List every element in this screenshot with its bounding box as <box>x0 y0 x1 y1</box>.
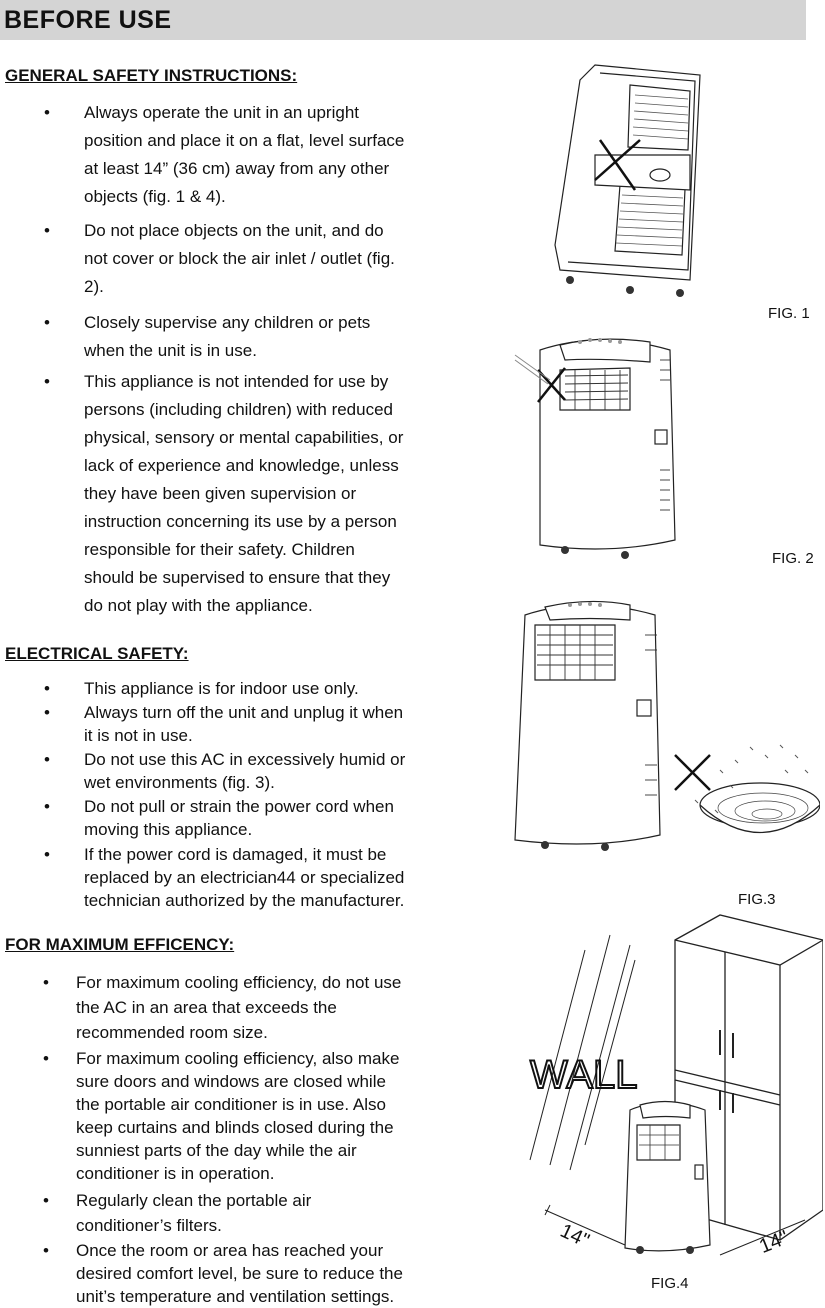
text-line: should be supervised to ensure that they <box>84 568 391 587</box>
electrical-bullet-3 <box>44 748 406 794</box>
general-bullet-2 <box>44 217 395 301</box>
fig3-humid-environment-illustration <box>505 595 820 860</box>
bullet-dot: • <box>44 313 50 332</box>
text-line: the portable air conditioner is in use. Also <box>76 1095 386 1114</box>
text-line: Do not pull or strain the power cord when <box>84 797 394 816</box>
wall-label: WALL <box>530 1053 638 1097</box>
text-line: Regularly clean the portable air <box>76 1191 312 1210</box>
text-line: Once the room or area has reached your <box>76 1241 384 1260</box>
fig4-label: FIG.4 <box>651 1275 689 1292</box>
general-bullet-3 <box>44 309 371 365</box>
fig2-blocked-outlet-illustration <box>510 330 690 560</box>
text-line: the AC in an area that exceeds the <box>76 998 337 1017</box>
text-line: keep curtains and blinds closed during the <box>76 1118 394 1137</box>
text-line: do not play with the appliance. <box>84 596 313 615</box>
text-line: at least 14” (36 cm) away from any other <box>84 159 390 178</box>
text-line: persons (including children) with reduced <box>84 400 393 419</box>
text-line: This appliance is not intended for use by <box>84 372 389 391</box>
text-line: physical, sensory or mental capabilities, or <box>84 428 404 447</box>
bullet-dot: • <box>43 1049 49 1068</box>
text-line: when the unit is in use. <box>84 341 257 360</box>
fig4-clearance-illustration <box>525 910 823 1265</box>
text-line: Closely supervise any children or pets <box>84 313 371 332</box>
bullet-dot: • <box>44 797 50 816</box>
text-line: technician authorized by the manufacturer. <box>84 891 405 910</box>
efficiency-bullet-3 <box>43 1188 312 1238</box>
text-line: responsible for their safety. Children <box>84 540 355 559</box>
dimension-left-label: 14" <box>556 1219 593 1253</box>
text-line: replaced by an electrician44 or specialized <box>84 868 405 887</box>
text-line: Always operate the unit in an upright <box>84 103 360 122</box>
text-line: Do not place objects on the unit, and do <box>84 221 384 240</box>
bullet-dot: • <box>44 703 50 722</box>
electrical-bullet-1 <box>44 677 359 700</box>
text-line: position and place it on a flat, level surface <box>84 131 405 150</box>
text-line: conditioner is in operation. <box>76 1164 275 1183</box>
text-line: For maximum cooling efficiency, also make <box>76 1049 400 1068</box>
electrical-bullet-2 <box>44 701 404 747</box>
bullet-dot: • <box>44 372 50 391</box>
bullet-dot: • <box>44 221 50 240</box>
text-line: lack of experience and knowledge, unless <box>84 456 399 475</box>
bullet-dot: • <box>44 845 50 864</box>
bullet-dot: • <box>44 750 50 769</box>
efficiency-bullet-1 <box>43 970 402 1045</box>
text-line: This appliance is for indoor use only. <box>84 679 359 698</box>
dimension-right-label: 14" <box>756 1226 792 1259</box>
text-line: desired comfort level, be sure to reduce the <box>76 1264 403 1283</box>
text-line: moving this appliance. <box>84 820 253 839</box>
fig2-label: FIG. 2 <box>772 550 814 567</box>
bullet-dot: • <box>43 1191 49 1210</box>
general-safety-heading: GENERAL SAFETY INSTRUCTIONS: <box>5 66 298 85</box>
efficiency-bullet-2 <box>43 1047 400 1185</box>
electrical-bullet-4 <box>44 795 394 841</box>
text-line: not cover or block the air inlet / outlet (fig. <box>84 249 395 268</box>
text-line: unit’s temperature and ventilation settings. <box>76 1287 395 1306</box>
text-line: For maximum cooling efficiency, do not use <box>76 973 402 992</box>
electrical-safety-heading: ELECTRICAL SAFETY: <box>5 644 189 663</box>
text-line: sure doors and windows are closed while <box>76 1072 386 1091</box>
text-line: sunniest parts of the day while the air <box>76 1141 357 1160</box>
header-bar <box>0 0 806 40</box>
text-line: wet environments (fig. 3). <box>84 773 275 792</box>
bullet-dot: • <box>44 679 50 698</box>
bullet-dot: • <box>43 973 49 992</box>
text-line: instruction concerning its use by a person <box>84 512 397 531</box>
bullet-dot: • <box>44 103 50 122</box>
text-line: 2). <box>84 277 104 296</box>
text-line: they have been given supervision or <box>84 484 357 503</box>
efficiency-bullet-4 <box>43 1239 403 1308</box>
electrical-bullet-5 <box>44 843 405 912</box>
general-bullet-1 <box>44 99 405 211</box>
page-title: BEFORE USE <box>4 6 172 34</box>
efficiency-heading: FOR MAXIMUM EFFICENCY: <box>5 935 235 954</box>
general-bullet-4 <box>44 368 404 620</box>
text-line: Do not use this AC in excessively humid or <box>84 750 406 769</box>
text-line: it is not in use. <box>84 726 193 745</box>
text-line: recommended room size. <box>76 1023 268 1042</box>
bullet-dot: • <box>43 1241 49 1260</box>
text-line: If the power cord is damaged, it must be <box>84 845 387 864</box>
text-line: conditioner’s filters. <box>76 1216 222 1235</box>
fig1-tilted-unit-illustration <box>540 55 720 305</box>
text-line: Always turn off the unit and unplug it when <box>84 703 404 722</box>
fig1-label: FIG. 1 <box>768 305 810 322</box>
text-line: objects (fig. 1 & 4). <box>84 187 226 206</box>
fig3-label: FIG.3 <box>738 891 776 908</box>
